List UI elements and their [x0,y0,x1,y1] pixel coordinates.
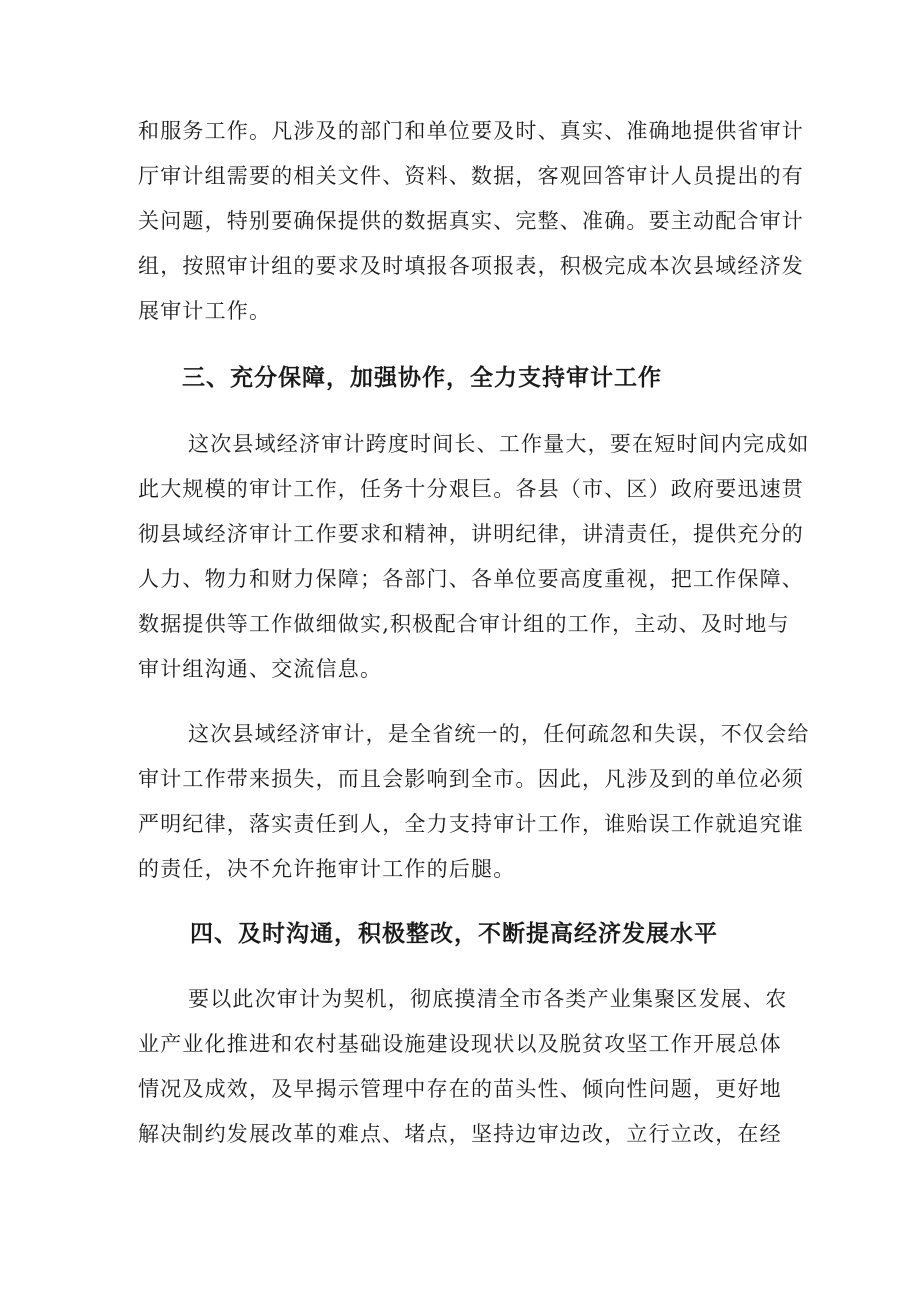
paragraph-line: 此大规模的审计工作，任务十分艰巨。各县（市、区）政府要迅速贯 [138,477,804,501]
paragraph-line: 这次县域经济审计跨度时间长、工作量大，要在短时间内完成如 [188,432,810,456]
paragraph-line: 的责任，决不允许拖审计工作的后腿。 [138,857,516,881]
paragraph-line: 关问题，特别要确保提供的数据真实、完整、准确。要主动配合审计 [138,209,804,233]
paragraph-line: 审计组沟通、交流信息。 [138,657,383,681]
paragraph-line: 审计工作带来损失，而且会影响到全市。因此，凡涉及到的单位必须 [138,767,804,791]
paragraph-line: 展审计工作。 [138,299,272,323]
section-heading-4: 四、及时沟通，积极整改，不断提高经济发展水平 [190,921,718,947]
paragraph-line: 解决制约发展改革的难点、堵点，坚持边审边改，立行立改，在经 [138,1122,782,1146]
section-heading-3: 三、充分保障，加强协作，全力支持审计工作 [182,365,662,391]
paragraph-line: 业产业化推进和农村基础设施建设现状以及脱贫攻坚工作开展总体 [138,1032,782,1056]
paragraph-line: 组，按照审计组的要求及时填报各项报表，积极完成本次县域经济发 [138,254,804,278]
paragraph-line: 彻县域经济审计工作要求和精神，讲明纪律，讲清责任，提供充分的 [138,522,804,546]
paragraph-line: 严明纪律，落实责任到人，全力支持审计工作，谁贻误工作就追究谁 [138,812,804,836]
paragraph-line: 和服务工作。凡涉及的部门和单位要及时、真实、准确地提供省审计 [138,119,804,143]
paragraph-line: 情况及成效，及早揭示管理中存在的苗头性、倾向性问题，更好地 [138,1077,782,1101]
paragraph-line: 人力、物力和财力保障；各部门、各单位要高度重视，把工作保障、 [138,567,804,591]
paragraph-line: 数据提供等工作做细做实,积极配合审计组的工作，主动、及时地与 [138,612,790,636]
paragraph-line: 厅审计组需要的相关文件、资料、数据，客观回答审计人员提出的有 [138,164,804,188]
paragraph-line: 要以此次审计为契机，彻底摸清全市各类产业集聚区发展、农 [188,987,788,1011]
paragraph-line: 这次县域经济审计，是全省统一的，任何疏忽和失误，不仅会给 [188,722,810,746]
